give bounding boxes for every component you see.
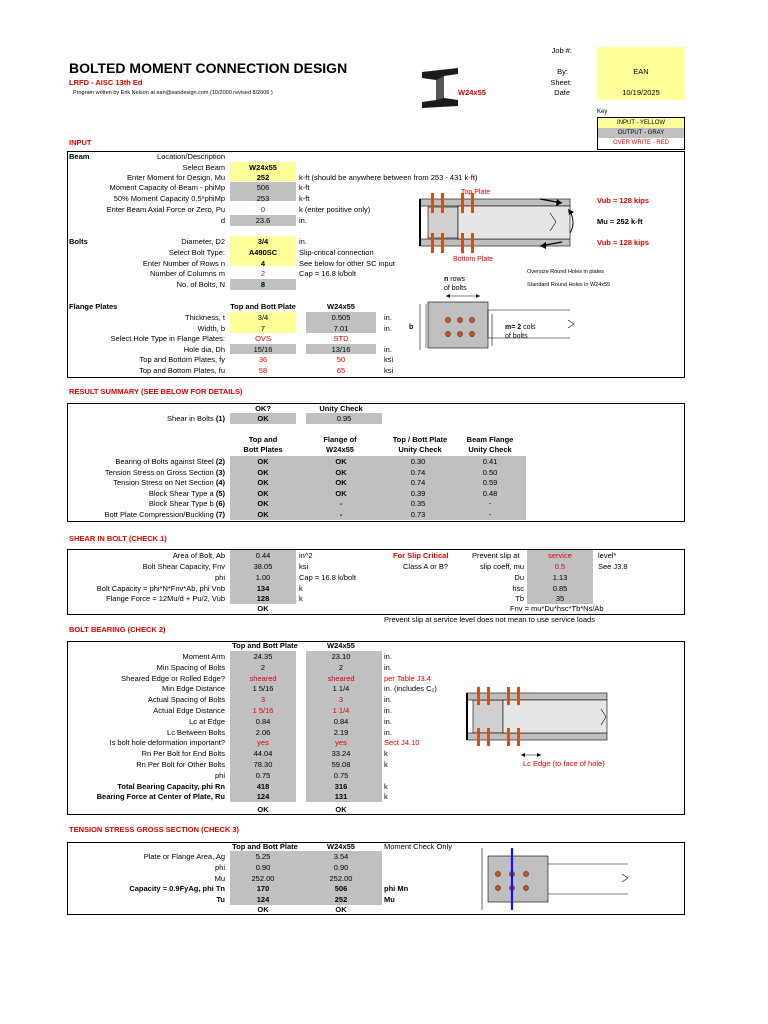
see-j38-label: See J3.8: [598, 562, 628, 571]
tension-row-label: Capacity = 0.9FyAg, phi Tn: [129, 884, 225, 894]
date-value[interactable]: 10/19/2025: [622, 88, 660, 97]
result-flange-ok: -: [339, 499, 343, 508]
bearing-plate-value: 1 5/16: [252, 684, 274, 694]
check3-col1-head: Top and Bott Plate: [232, 842, 298, 851]
plates-col1-head: Top and Bott Plate: [230, 302, 296, 311]
d-label: d: [220, 216, 225, 225]
result-row-num: (7): [215, 509, 225, 519]
result-row-num: (2): [215, 457, 225, 466]
result-row-text: Bearing of Bolts against Steel: [115, 457, 214, 466]
mu-label: Enter Moment for Design, Mu: [127, 173, 225, 182]
results-heading: RESULT SUMMARY (SEE BELOW FOR DETAILS): [69, 387, 243, 396]
flange-force-label: Flange Force = 12Mu/d + Pu/2, Vub: [106, 594, 225, 603]
check2-col2-head: W24x55: [327, 641, 355, 650]
bearing-unit: per Table J3.4: [384, 673, 431, 683]
bearing-plate-value[interactable]: 1 5/16: [252, 706, 274, 715]
bearing-row-label: Min Spacing of Bolts: [156, 662, 225, 672]
bearing-unit: Sect J4.10: [384, 738, 420, 748]
check3-ok2: OK: [335, 905, 347, 914]
result-h3: Top / Bott Plate: [392, 435, 448, 444]
check2-heading: BOLT BEARING (CHECK 2): [69, 625, 166, 634]
slip-coeff-label: slip coeff, mu: [479, 562, 524, 571]
level-label: level*: [598, 551, 617, 560]
bearing-plate-value[interactable]: yes: [257, 738, 269, 748]
half-mp-unit: k-ft: [299, 194, 310, 203]
tension-unit: Mu: [384, 895, 395, 905]
check1-ok: OK: [257, 604, 269, 613]
vub-top-label: Vub = 128 kips: [597, 196, 650, 205]
key-label: Key: [597, 109, 608, 115]
d-value: 23.6: [255, 216, 271, 225]
n-rows-letter: n: [444, 276, 449, 283]
phimp-value: 506: [256, 183, 270, 192]
plates-group-label: Flange Plates: [69, 302, 118, 311]
rows-value[interactable]: 4: [260, 259, 266, 268]
bearing-unit: in.: [384, 652, 392, 661]
result-h2b: W24x55: [326, 445, 354, 454]
edge-distance-diagram: [465, 685, 615, 765]
vub-bottom-label: Vub = 128 kips: [597, 238, 650, 247]
result-flange-ok: OK: [335, 457, 347, 466]
result-row-label: [40, 490, 225, 498]
result-flange-ok: OK: [335, 488, 347, 498]
page-title: BOLTED MOMENT CONNECTION DESIGN: [69, 60, 348, 76]
result-flange-ok: OK: [335, 467, 347, 477]
check3-ok1: OK: [257, 905, 269, 914]
job-label: Job #:: [551, 46, 572, 55]
flange-value: 0.505: [331, 313, 351, 322]
plate-unit: ksi: [384, 365, 394, 375]
by-label: By:: [557, 67, 568, 76]
plate-value[interactable]: 3/4: [257, 313, 269, 322]
result-row-label: [40, 511, 225, 519]
bearing-row-label: Total Bearing Capacity, phi Rn: [117, 781, 225, 791]
bolt-type-note: Slip-critical connection: [299, 248, 374, 257]
slip-critical-label: For Slip Critical: [393, 551, 449, 560]
m-cols-of-bolts: of bolts: [505, 333, 528, 340]
plate-value[interactable]: OVS: [255, 334, 271, 343]
plate-row-label: Select Hole Type in Flange Plates:: [110, 334, 225, 343]
bearing-plate-value: 44.04: [253, 749, 273, 759]
plate-unit: in.: [384, 344, 392, 354]
bearing-flange-value: 0.75: [333, 770, 349, 780]
fnv-value: 38.05: [253, 562, 273, 571]
tension-flange-value: 3.54: [333, 852, 349, 861]
bearing-row-label: Actual Edge Distance: [153, 706, 225, 715]
n-rows-of-bolts: of bolts: [444, 285, 467, 292]
cols-value[interactable]: 2: [260, 269, 266, 278]
flange-value: 13/16: [331, 344, 351, 354]
flange-value[interactable]: 65: [336, 365, 346, 375]
cols-note: Cap = 16.8 k/bolt: [299, 269, 356, 278]
class-label: Class A or B?: [403, 562, 449, 571]
bolts-group-label: Bolts: [69, 237, 88, 246]
bearing-plate-value: 78.30: [253, 760, 273, 769]
n-label: No. of Bolts, N: [176, 280, 225, 289]
pu-label: Enter Beam Axial Force or Zero, Pu: [106, 205, 225, 214]
bolt-dia-unit: in.: [299, 237, 307, 246]
bearing-plate-value: 418: [256, 781, 270, 791]
unity-head: Unity Check: [319, 404, 363, 413]
lc-edge-note: Lc Edge (to face of hole): [523, 759, 605, 768]
key-overwrite: OVER WRITE - RED: [612, 140, 669, 146]
half-mp-label: 50% Moment Capacity 0.5*phiMp: [113, 194, 225, 203]
du-value: 1.13: [552, 573, 568, 582]
bearing-flange-value[interactable]: 3: [338, 695, 344, 705]
result-h1: Top and: [248, 435, 278, 444]
beam-group-label: Beam: [69, 152, 90, 161]
plate-unit: in.: [384, 313, 392, 322]
result-row-label: [40, 458, 225, 466]
bearing-unit: in.: [384, 662, 392, 672]
section-label: W24x55: [458, 88, 486, 97]
flange-value: 7.01: [333, 323, 349, 333]
bottom-plate-label: Bottom Plate: [453, 256, 494, 263]
bearing-row-label: Sheared Edge or Rolled Edge?: [121, 673, 225, 683]
hsc-label: hsc: [512, 584, 524, 593]
bolt-dia-label: Diameter, D2: [181, 237, 225, 246]
plate-row-label: Top and Bottom Plates, fu: [139, 365, 225, 375]
bearing-flange-value[interactable]: sheared: [327, 673, 355, 683]
bearing-row-label: Moment Arm: [182, 652, 225, 661]
result-row-text: Tension Stress on Net Section: [113, 478, 214, 487]
bolt-type-label: Select Bolt Type:: [168, 248, 225, 257]
result-row-text: Block Shear Type b: [148, 499, 214, 508]
tension-unit: phi Mn: [384, 884, 409, 894]
oversize-note: Oversize Round Holes in plates: [527, 269, 605, 275]
bearing-plate-value: 24.35: [253, 652, 273, 661]
key-output: OUTPUT - GRAY: [598, 128, 684, 138]
bearing-unit: in.: [384, 706, 392, 715]
result-row-label: [40, 500, 225, 508]
check3-col3-head: Moment Check Only: [384, 842, 452, 851]
by-value[interactable]: EAN: [633, 67, 649, 76]
tension-flange-value: 252.00: [329, 873, 353, 883]
result-h1b: Bott Plates: [243, 445, 283, 454]
cols-word: cols: [523, 324, 536, 331]
i-beam-icon: [420, 68, 460, 108]
result-beam-uc: 0.59: [482, 478, 498, 487]
tension-plate-value: 124: [256, 895, 270, 905]
bearing-plate-value: 0.84: [255, 716, 271, 726]
ab-value: 0.44: [255, 551, 271, 560]
select-beam-label: Select Beam: [182, 163, 225, 172]
tension-row-label: Plate or Flange Area, Ag: [143, 852, 225, 861]
check2-ok2: OK: [335, 805, 347, 814]
bearing-flange-value: 23.10: [331, 652, 351, 661]
plate-row-label: Width, b: [197, 323, 225, 333]
prevent-value[interactable]: service: [548, 551, 572, 560]
slip-footnote: Prevent slip at service level does not mean to use service loads: [384, 615, 595, 624]
plate-row-label: Hole dia, Dh: [183, 344, 225, 354]
result-flange-ok: OK: [335, 478, 347, 487]
plate-row-label: Top and Bottom Plates, fy: [139, 355, 225, 364]
b-dimension-label: b: [409, 324, 414, 331]
result-row-text: Tension Stress on Gross Section: [104, 467, 214, 477]
m-cols-value: m= 2: [505, 324, 522, 331]
date-label: Date: [554, 88, 570, 97]
half-mp-value: 253: [256, 194, 270, 203]
shear-ok: OK: [257, 414, 269, 423]
bearing-row-label: Min Edge Distance: [162, 684, 225, 694]
flange-value[interactable]: 50: [336, 355, 346, 364]
plate-unit: ksi: [384, 355, 394, 364]
plate-value: 15/16: [253, 344, 273, 354]
flange-force-value: 128: [256, 594, 270, 603]
ab-unit: in^2: [299, 551, 313, 560]
plate-row-label: Thickness, t: [184, 313, 225, 322]
result-plate-ok: OK: [257, 488, 269, 498]
bearing-plate-value: 2.06: [255, 727, 271, 737]
slip-coeff-value[interactable]: 0.5: [554, 562, 566, 571]
bearing-plate-value: 0.75: [255, 770, 271, 780]
tension-plate-value: 170: [256, 884, 270, 894]
pu-value[interactable]: 0: [260, 205, 266, 214]
rows-word: rows: [450, 276, 466, 283]
result-plate-uc: 0.74: [410, 478, 426, 487]
phi1-note: Cap = 16.8 k/bolt: [299, 573, 356, 582]
bolt-cap-value: 134: [256, 584, 270, 593]
result-flange-ok: -: [339, 509, 343, 519]
tension-flange-value: 0.90: [333, 862, 349, 872]
tension-row-label: Mu: [214, 873, 225, 883]
bearing-row-label: Rn Per Bolt for Other Bolts: [136, 760, 225, 769]
bearing-unit: k: [384, 760, 388, 769]
bearing-row-label: Lc Between Bolts: [167, 727, 225, 737]
bearing-flange-value: 2.19: [333, 727, 349, 737]
phi1-label: phi: [214, 573, 225, 582]
bearing-flange-value: 131: [334, 792, 348, 802]
standard-note: Standard Round Holes in W24x55: [527, 282, 611, 288]
tension-flange-value: 506: [334, 884, 348, 894]
bearing-unit: in.: [384, 727, 392, 737]
du-label: Du: [514, 573, 524, 582]
rows-label: Enter Number of Rows n: [142, 259, 225, 268]
result-row-num: (3): [215, 467, 225, 477]
fnv-unit: ksi: [299, 562, 309, 571]
check3-heading: TENSION STRESS GROSS SECTION (CHECK 3): [69, 825, 240, 834]
flange-force-unit: k: [299, 594, 303, 603]
bearing-flange-value: 59.08: [331, 760, 351, 769]
bearing-unit: k: [384, 781, 388, 791]
tb-label: Tb: [515, 594, 524, 603]
page-subtitle: LRFD - AISC 13th Ed: [69, 78, 143, 87]
shear-label-text: Shear in Bolts: [167, 414, 214, 423]
bearing-flange-value[interactable]: 1 1/4: [332, 706, 350, 715]
tension-row-label: Tu: [216, 895, 225, 905]
plate-unit: in.: [384, 323, 392, 333]
plate-value[interactable]: 7: [260, 323, 266, 333]
plate-value[interactable]: 58: [258, 365, 268, 375]
plate-value[interactable]: 36: [258, 355, 268, 364]
cols-label: Number of Columns m: [149, 269, 225, 278]
result-h4b: Unity Check: [468, 445, 512, 454]
result-h3b: Unity Check: [398, 445, 442, 454]
bearing-row-label: Rn Per Bolt for End Bolts: [141, 749, 225, 759]
result-row-text: Block Shear Type a: [148, 488, 214, 498]
result-plate-ok: OK: [257, 467, 269, 477]
result-h2: Flange of: [323, 435, 357, 444]
input-heading: INPUT: [69, 138, 92, 147]
phimp-label: Moment Capacity of Beam - phiMp: [109, 183, 225, 192]
bearing-unit: in.: [384, 695, 392, 705]
bearing-row-label: phi: [214, 770, 225, 780]
result-plate-ok: OK: [257, 499, 269, 508]
result-row-label: [40, 469, 225, 477]
result-h4: Beam Flange: [466, 435, 514, 444]
phimp-unit: k-ft: [299, 183, 310, 192]
bearing-plate-value[interactable]: 3: [260, 695, 266, 705]
bearing-flange-value[interactable]: yes: [335, 738, 347, 748]
select-beam-value[interactable]: W24x55: [249, 163, 277, 172]
tension-row-label: phi: [214, 862, 225, 872]
tension-plate-value: 0.90: [255, 862, 271, 872]
mu-value[interactable]: 252: [256, 173, 270, 182]
bearing-plate-value: 2: [260, 662, 266, 672]
bearing-unit: in.: [384, 716, 392, 726]
result-row-num: (6): [215, 499, 225, 508]
hsc-value: 0.85: [552, 584, 568, 593]
result-plate-ok: OK: [257, 457, 269, 466]
result-beam-uc: 0.41: [482, 457, 498, 466]
d-unit: in.: [299, 216, 307, 225]
flange-value[interactable]: STD: [333, 334, 349, 343]
tension-flange-value: 252: [334, 895, 348, 905]
tension-plate-value: 252.00: [251, 873, 275, 883]
result-beam-uc: -: [488, 509, 492, 519]
result-row-num: (4): [215, 478, 225, 487]
result-row-label: [40, 479, 225, 487]
bearing-row-label: Is bolt hole deformation important?: [109, 738, 225, 748]
bearing-flange-value: 2: [338, 662, 344, 672]
ok-head: OK?: [255, 404, 271, 413]
bearing-flange-value: 33.24: [331, 749, 351, 759]
bolt-cap-label: Bolt Capacity = phi*N*Fnv*Ab, phi Vnb: [96, 584, 225, 593]
fnv-label: Bolt Shear Capacity, Fnv: [142, 562, 225, 571]
bearing-flange-value: 316: [334, 781, 348, 791]
bearing-unit: k: [384, 792, 388, 802]
tension-plate-value: 5.25: [255, 852, 271, 861]
bearing-unit: k: [384, 749, 388, 759]
result-plate-uc: 0.30: [410, 457, 426, 466]
result-plate-uc: 0.74: [410, 467, 426, 477]
tb-value: 35: [555, 594, 565, 603]
result-plate-ok: OK: [257, 478, 269, 487]
bearing-plate-value[interactable]: sheared: [249, 673, 277, 683]
sheet-label: Sheet:: [550, 78, 572, 87]
plates-col2-head: W24x55: [327, 302, 355, 311]
bearing-unit: in. (includes C₂): [384, 684, 437, 694]
check2-col1-head: Top and Bott Plate: [232, 641, 298, 650]
result-plate-uc: 0.73: [410, 509, 426, 519]
result-plate-uc: 0.39: [410, 488, 426, 498]
check1-heading: SHEAR IN BOLT (CHECK 1): [69, 534, 167, 543]
result-plate-uc: 0.35: [410, 499, 426, 508]
result-beam-uc: -: [488, 499, 492, 508]
bearing-row-label: Actual Spacing of Bolts: [147, 695, 225, 705]
phi1-value: 1.00: [255, 573, 271, 582]
result-plate-ok: OK: [257, 509, 269, 519]
prevent-label: Prevent slip at: [472, 551, 520, 560]
location-label: Location/Description: [157, 152, 225, 161]
fnv-formula: Fnv = mu*Du*hsc*Tb*Ns/Ab: [510, 604, 604, 613]
gross-section-diagram: [478, 848, 638, 910]
connection-plan-diagram: [420, 292, 590, 352]
result-row-num: (5): [215, 488, 225, 498]
shear-uc: 0.95: [336, 414, 352, 423]
credit-line: Program written by Erik Nelson at ean@eandesign.com (10/2000 revised 8/2006 ): [73, 90, 273, 96]
top-plate-label: Top Plate: [461, 189, 491, 196]
pu-note: k (enter positive only): [299, 205, 371, 214]
result-beam-uc: 0.48: [482, 488, 498, 498]
m-cols-label: [505, 324, 536, 331]
shear-label-num: (1): [215, 414, 225, 423]
check3-col2-head: W24x55: [327, 842, 355, 851]
key-input: INPUT - YELLOW: [598, 118, 684, 128]
bearing-row-label: Lc at Edge: [189, 716, 225, 726]
n-value: 8: [260, 280, 266, 289]
mu-note: k-ft (should be anywhere between from 253 - 431 k-ft): [299, 173, 478, 182]
bearing-row-label: Bearing Force at Center of Plate, Ru: [96, 792, 225, 802]
mu-diagram-label: Mu = 252 k-ft: [597, 217, 643, 226]
rows-note: See below for other SC input: [299, 259, 395, 268]
ab-label: Area of Bolt, Ab: [172, 551, 225, 560]
bearing-plate-value: 124: [256, 792, 270, 802]
n-rows-label: [444, 276, 465, 283]
check2-ok1: OK: [257, 805, 269, 814]
bearing-flange-value: 1 1/4: [332, 684, 350, 694]
bolt-type-value[interactable]: A490SC: [248, 248, 278, 257]
shear-label: [60, 415, 225, 423]
bolt-dia-value[interactable]: 3/4: [257, 237, 269, 246]
connection-elevation-diagram: [400, 185, 620, 265]
result-beam-uc: 0.50: [482, 467, 498, 477]
bearing-flange-value: 0.84: [333, 716, 349, 726]
bolt-cap-unit: k: [299, 584, 303, 593]
result-row-text: Bott Plate Compression/Buckling: [104, 509, 214, 519]
